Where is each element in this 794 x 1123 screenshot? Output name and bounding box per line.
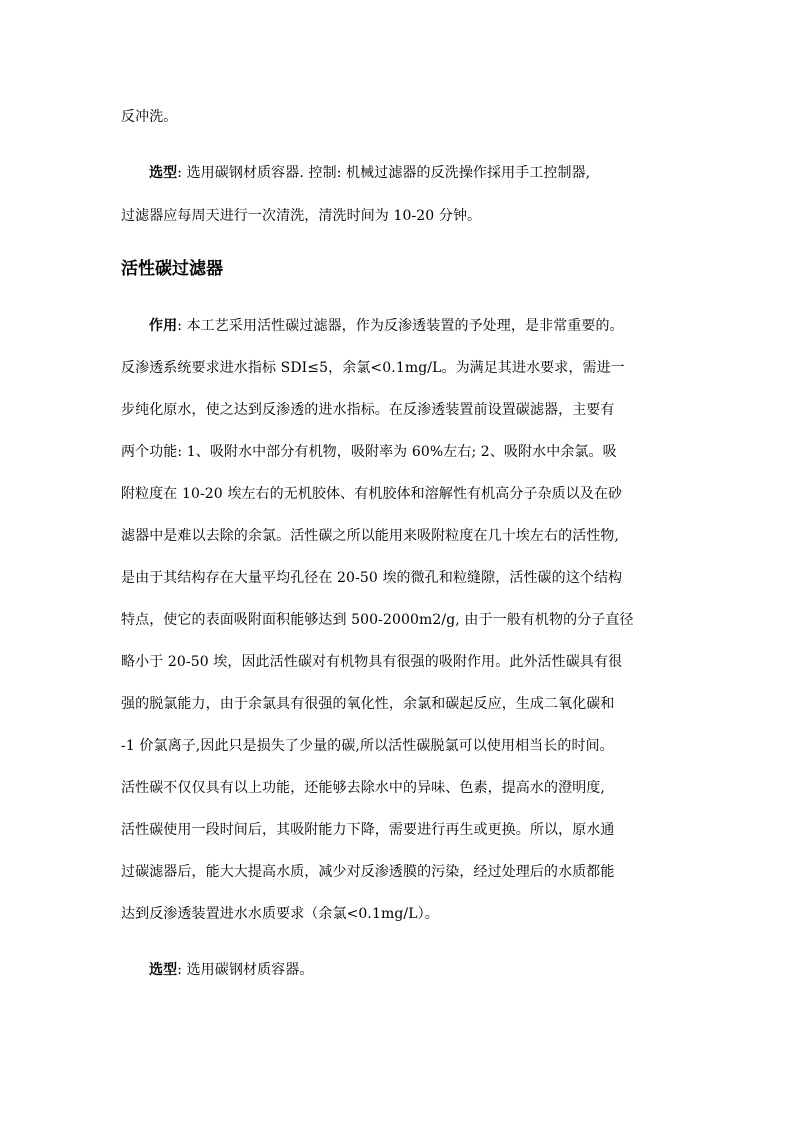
paragraph-line: 反渗透系统要求进水指标 SDI≤5，余氯<0.1mg/L。为满足其进水要求，需进一 <box>121 360 625 376</box>
function-text: : 本工艺采用活性碳过滤器，作为反渗透装置的予处理，是非常重要的。 <box>177 318 624 334</box>
line-text: 反冲洗。 <box>121 109 178 125</box>
paragraph-line: 略小于 20-50 埃，因此活性碳对有机物具有很强的吸附作用。此外活性碳具有很 <box>121 654 623 670</box>
section-heading: 活性碳过滤器 <box>121 259 223 279</box>
paragraph-line: 是由于其结构存在大量平均孔径在 20-50 埃的微孔和粒缝隙，活性碳的这个结构 <box>121 570 623 586</box>
paragraph-line: 两个功能: 1、吸附水中部分有机物，吸附率为 60%左右; 2、吸附水中余氯。吸 <box>121 444 617 460</box>
paragraph-line: 过碳滤器后，能大大提高水质，减少对反渗透膜的污染，经过处理后的水质都能 <box>121 864 615 880</box>
paragraph-line: 附粒度在 10-20 埃左右的无机胶体、有机胶体和溶解性有机高分子杂质以及在砂 <box>121 486 623 502</box>
selection-paragraph <box>149 163 677 183</box>
function-paragraph <box>149 316 677 336</box>
paragraph-line: 步纯化原水，使之达到反渗透的进水指标。在反渗透装置前设置碳滤器，主要有 <box>121 402 615 418</box>
paragraph-line: 活性碳使用一段时间后，其吸附能力下降，需要进行再生或更换。所以，原水通 <box>121 822 615 838</box>
paragraph-line: 特点，使它的表面吸附面积能够达到 500-2000m2/g, 由于一般有机物的分子直径 <box>121 612 634 628</box>
selection-label: 选型 <box>149 962 178 978</box>
function-label: 作用 <box>149 318 178 334</box>
selection-text: : 选用碳钢材质容器. 控制: 机械过滤器的反洗操作採用手工控制器, <box>177 165 591 181</box>
paragraph-line: -1 价氯离子,因此只是损失了少量的碳,所以活性碳脱氯可以使用相当长的时间。 <box>121 738 614 754</box>
line-text: 过滤器应每周天进行一次清洗，清洗时间为 10-20 分钟。 <box>121 208 482 224</box>
paragraph-line: 活性碳不仅仅具有以上功能，还能够去除水中的异味、色素，提高水的澄明度, <box>121 780 605 796</box>
selection-label: 选型 <box>149 165 178 181</box>
selection-paragraph <box>149 960 677 980</box>
selection-text: : 选用碳钢材质容器。 <box>177 962 314 978</box>
paragraph-line <box>121 107 677 127</box>
paragraph-line: 强的脱氯能力，由于余氯具有很强的氧化性，余氯和碳起反应，生成二氧化碳和 <box>121 696 615 712</box>
paragraph-line: 滤器中是难以去除的余氯。活性碳之所以能用来吸附粒度在几十埃左右的活性物, <box>121 528 620 544</box>
paragraph-line: 达到反渗透装置进水水质要求（余氯<0.1mg/L）。 <box>121 906 439 922</box>
paragraph-line <box>121 206 677 226</box>
